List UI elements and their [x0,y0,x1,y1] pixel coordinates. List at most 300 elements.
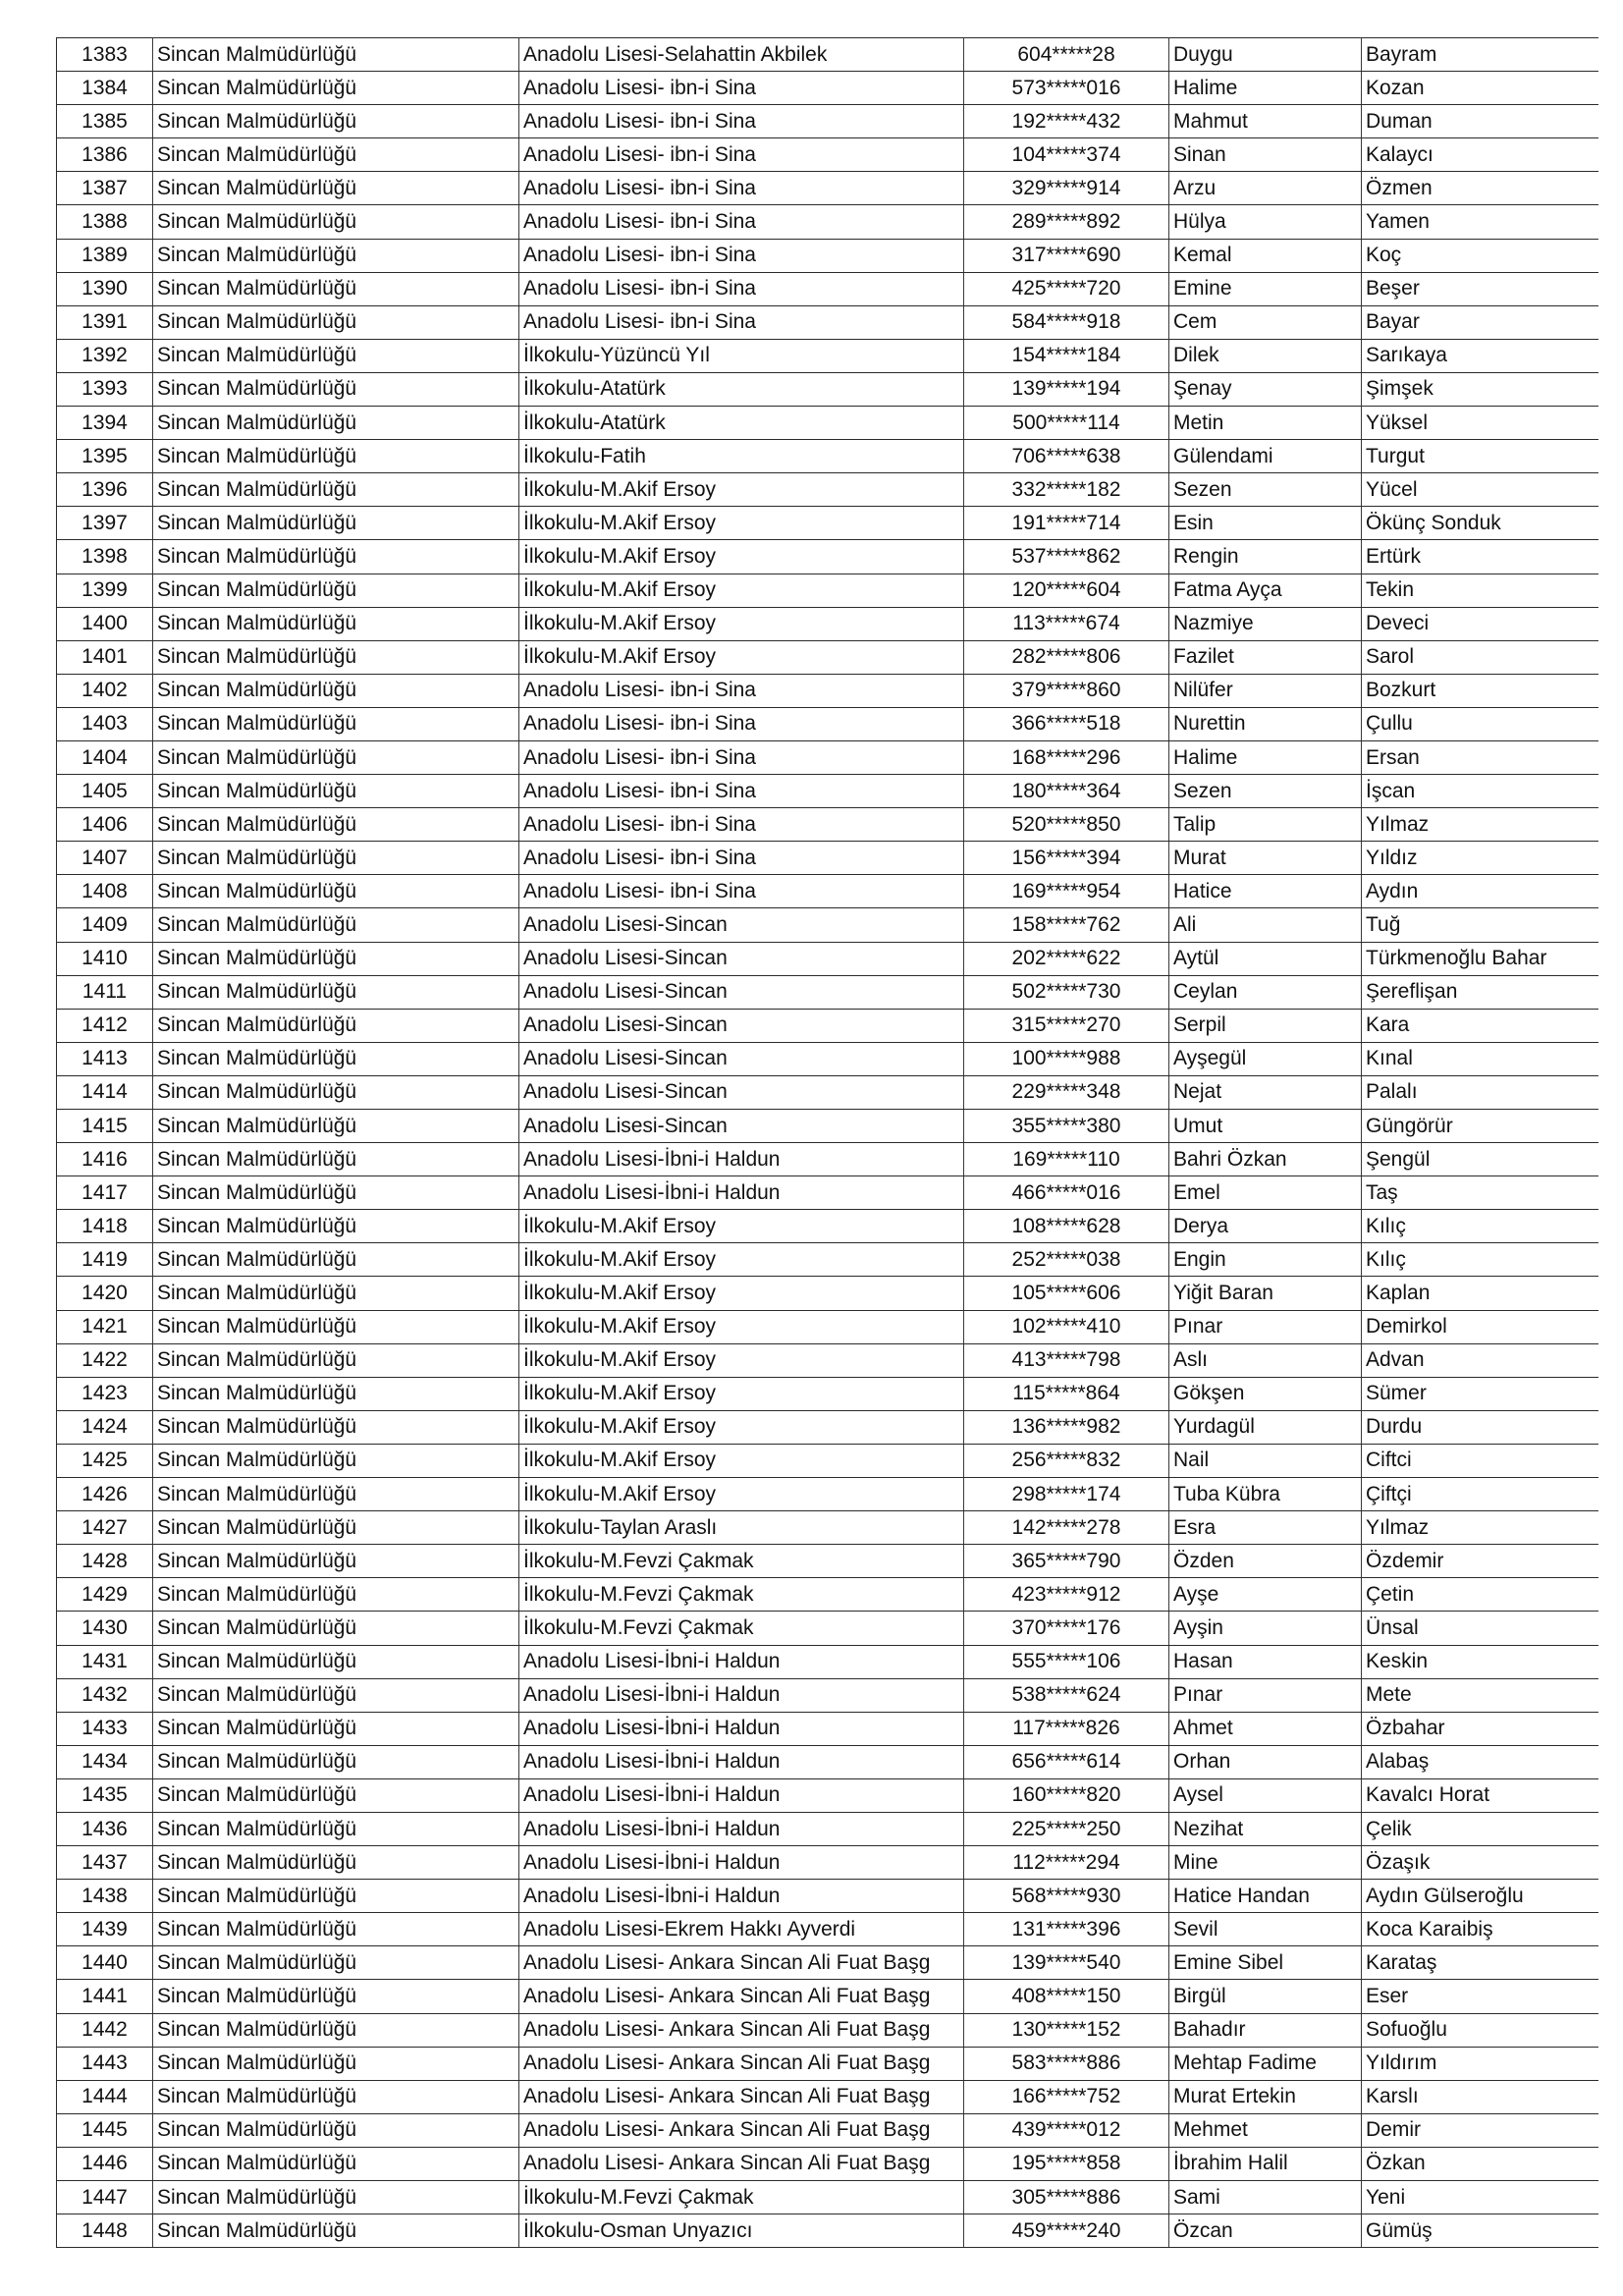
masked-id-number-cell: 538*****624 [964,1678,1169,1712]
row-number-cell: 1445 [57,2113,153,2147]
table-row [57,1511,1598,1545]
tax-office-cell: Sincan Malmüdürlüğü [153,2214,519,2248]
tax-office-cell: Sincan Malmüdürlüğü [153,775,519,808]
school-name-cell: İlkokulu-M.Akif Ersoy [519,473,964,507]
row-number-cell: 1428 [57,1545,153,1578]
row-number-cell: 1420 [57,1277,153,1310]
first-name-cell: Ali [1169,908,1362,942]
last-name-cell: Kınal [1362,1042,1598,1075]
masked-id-number-cell: 706*****638 [964,440,1169,473]
masked-id-number-cell: 166*****752 [964,2080,1169,2113]
table-row [57,372,1598,406]
table-row [57,1712,1598,1745]
row-number-cell: 1442 [57,2013,153,2047]
table-row [57,1075,1598,1109]
tax-office-cell: Sincan Malmüdürlüğü [153,72,519,105]
first-name-cell: Sezen [1169,775,1362,808]
first-name-cell: Mine [1169,1846,1362,1880]
masked-id-number-cell: 305*****886 [964,2181,1169,2214]
masked-id-number-cell: 425*****720 [964,272,1169,305]
last-name-cell: Şimşek [1362,372,1598,406]
tax-office-cell: Sincan Malmüdürlüğü [153,2113,519,2147]
tax-office-cell: Sincan Malmüdürlüğü [153,372,519,406]
last-name-cell: Kalaycı [1362,138,1598,172]
last-name-cell: Turgut [1362,440,1598,473]
table-row [57,640,1598,674]
row-number-cell: 1421 [57,1310,153,1343]
last-name-cell: Sarol [1362,640,1598,674]
tax-office-cell: Sincan Malmüdürlüğü [153,1042,519,1075]
school-name-cell: Anadolu Lisesi- ibn-i Sina [519,740,964,774]
masked-id-number-cell: 289*****892 [964,205,1169,239]
tax-office-cell: Sincan Malmüdürlüğü [153,1880,519,1913]
masked-id-number-cell: 168*****296 [964,740,1169,774]
last-name-cell: Çetin [1362,1578,1598,1612]
school-name-cell: İlkokulu-M.Akif Ersoy [519,1444,964,1477]
table-row [57,2147,1598,2180]
table-row [57,1578,1598,1612]
last-name-cell: Yılmaz [1362,1511,1598,1545]
tax-office-cell: Sincan Malmüdürlüğü [153,1143,519,1176]
school-name-cell: Anadolu Lisesi-Ekrem Hakkı Ayverdi [519,1913,964,1946]
first-name-cell: Sinan [1169,138,1362,172]
tax-office-cell: Sincan Malmüdürlüğü [153,1243,519,1277]
masked-id-number-cell: 583*****886 [964,2047,1169,2080]
school-name-cell: Anadolu Lisesi- Ankara Sincan Ali Fuat Başg [519,2047,964,2080]
masked-id-number-cell: 229*****348 [964,1075,1169,1109]
masked-id-number-cell: 160*****820 [964,1778,1169,1812]
personnel-table [56,37,1598,2248]
row-number-cell: 1429 [57,1578,153,1612]
school-name-cell: Anadolu Lisesi- ibn-i Sina [519,674,964,707]
first-name-cell: Nezihat [1169,1812,1362,1845]
school-name-cell: Anadolu Lisesi- ibn-i Sina [519,842,964,875]
row-number-cell: 1417 [57,1176,153,1210]
tax-office-cell: Sincan Malmüdürlüğü [153,1578,519,1612]
tax-office-cell: Sincan Malmüdürlüğü [153,407,519,440]
row-number-cell: 1448 [57,2214,153,2248]
first-name-cell: Ayşegül [1169,1042,1362,1075]
row-number-cell: 1422 [57,1343,153,1377]
school-name-cell: Anadolu Lisesi- ibn-i Sina [519,875,964,908]
school-name-cell: Anadolu Lisesi- ibn-i Sina [519,707,964,740]
tax-office-cell: Sincan Malmüdürlüğü [153,674,519,707]
masked-id-number-cell: 130*****152 [964,2013,1169,2047]
school-name-cell: İlkokulu-M.Akif Ersoy [519,1277,964,1310]
masked-id-number-cell: 500*****114 [964,407,1169,440]
masked-id-number-cell: 315*****270 [964,1009,1169,1042]
school-name-cell: İlkokulu-Atatürk [519,407,964,440]
first-name-cell: Emine Sibel [1169,1946,1362,1980]
last-name-cell: Beşer [1362,272,1598,305]
table-row [57,1846,1598,1880]
last-name-cell: Kılıç [1362,1243,1598,1277]
first-name-cell: Birgül [1169,1980,1362,2013]
last-name-cell: Aydın Gülseroğlu [1362,1880,1598,1913]
first-name-cell: Cem [1169,305,1362,339]
tax-office-cell: Sincan Malmüdürlüğü [153,1210,519,1243]
row-number-cell: 1384 [57,72,153,105]
table-row [57,2080,1598,2113]
last-name-cell: Özdemir [1362,1545,1598,1578]
tax-office-cell: Sincan Malmüdürlüğü [153,1678,519,1712]
table-row [57,1343,1598,1377]
first-name-cell: Engin [1169,1243,1362,1277]
masked-id-number-cell: 413*****798 [964,1343,1169,1377]
row-number-cell: 1386 [57,138,153,172]
tax-office-cell: Sincan Malmüdürlüğü [153,842,519,875]
row-number-cell: 1407 [57,842,153,875]
masked-id-number-cell: 105*****606 [964,1277,1169,1310]
first-name-cell: Gülendami [1169,440,1362,473]
masked-id-number-cell: 120*****604 [964,574,1169,607]
first-name-cell: Murat Ertekin [1169,2080,1362,2113]
last-name-cell: Kara [1362,1009,1598,1042]
table-row [57,1042,1598,1075]
tax-office-cell: Sincan Malmüdürlüğü [153,540,519,574]
school-name-cell: Anadolu Lisesi- ibn-i Sina [519,172,964,205]
first-name-cell: Halime [1169,72,1362,105]
row-number-cell: 1414 [57,1075,153,1109]
table-row [57,842,1598,875]
tax-office-cell: Sincan Malmüdürlüğü [153,205,519,239]
tax-office-cell: Sincan Malmüdürlüğü [153,1812,519,1845]
table-row [57,407,1598,440]
tax-office-cell: Sincan Malmüdürlüğü [153,2181,519,2214]
tax-office-cell: Sincan Malmüdürlüğü [153,1946,519,1980]
first-name-cell: Nurettin [1169,707,1362,740]
row-number-cell: 1446 [57,2147,153,2180]
first-name-cell: Sezen [1169,473,1362,507]
table-row [57,707,1598,740]
last-name-cell: Demirkol [1362,1310,1598,1343]
last-name-cell: Keskin [1362,1645,1598,1678]
school-name-cell: İlkokulu-M.Fevzi Çakmak [519,2181,964,2214]
school-name-cell: İlkokulu-M.Akif Ersoy [519,574,964,607]
row-number-cell: 1406 [57,808,153,842]
row-number-cell: 1436 [57,1812,153,1845]
school-name-cell: İlkokulu-M.Fevzi Çakmak [519,1545,964,1578]
last-name-cell: Bayar [1362,305,1598,339]
tax-office-cell: Sincan Malmüdürlüğü [153,339,519,372]
first-name-cell: Özcan [1169,2214,1362,2248]
row-number-cell: 1411 [57,975,153,1009]
masked-id-number-cell: 502*****730 [964,975,1169,1009]
first-name-cell: Hülya [1169,205,1362,239]
school-name-cell: İlkokulu-Taylan Araslı [519,1511,964,1545]
row-number-cell: 1397 [57,507,153,540]
last-name-cell: Sarıkaya [1362,339,1598,372]
first-name-cell: Dilek [1169,339,1362,372]
masked-id-number-cell: 100*****988 [964,1042,1169,1075]
row-number-cell: 1403 [57,707,153,740]
row-number-cell: 1432 [57,1678,153,1712]
row-number-cell: 1393 [57,372,153,406]
last-name-cell: Bozkurt [1362,674,1598,707]
last-name-cell: Sofuoğlu [1362,2013,1598,2047]
last-name-cell: Mete [1362,1678,1598,1712]
row-number-cell: 1401 [57,640,153,674]
row-number-cell: 1427 [57,1511,153,1545]
masked-id-number-cell: 355*****380 [964,1110,1169,1143]
last-name-cell: Yüksel [1362,407,1598,440]
masked-id-number-cell: 379*****860 [964,674,1169,707]
last-name-cell: Yıldırım [1362,2047,1598,2080]
first-name-cell: Pınar [1169,1678,1362,1712]
last-name-cell: Özkan [1362,2147,1598,2180]
last-name-cell: Ünsal [1362,1612,1598,1645]
tax-office-cell: Sincan Malmüdürlüğü [153,1478,519,1511]
tax-office-cell: Sincan Malmüdürlüğü [153,808,519,842]
row-number-cell: 1389 [57,239,153,272]
tax-office-cell: Sincan Malmüdürlüğü [153,1913,519,1946]
table-row [57,1310,1598,1343]
row-number-cell: 1404 [57,740,153,774]
row-number-cell: 1441 [57,1980,153,2013]
masked-id-number-cell: 115*****864 [964,1377,1169,1410]
masked-id-number-cell: 656*****614 [964,1745,1169,1778]
row-number-cell: 1402 [57,674,153,707]
masked-id-number-cell: 108*****628 [964,1210,1169,1243]
first-name-cell: Tuba Kübra [1169,1478,1362,1511]
table-row [57,138,1598,172]
last-name-cell: Çullu [1362,707,1598,740]
last-name-cell: Ciftci [1362,1444,1598,1477]
masked-id-number-cell: 408*****150 [964,1980,1169,2013]
masked-id-number-cell: 180*****364 [964,775,1169,808]
last-name-cell: Duman [1362,105,1598,138]
school-name-cell: Anadolu Lisesi-Selahattin Akbilek [519,38,964,72]
first-name-cell: Yurdagül [1169,1410,1362,1444]
school-name-cell: Anadolu Lisesi- ibn-i Sina [519,239,964,272]
first-name-cell: Hatice [1169,875,1362,908]
tax-office-cell: Sincan Malmüdürlüğü [153,1612,519,1645]
school-name-cell: Anadolu Lisesi-Sincan [519,1110,964,1143]
table-row [57,1778,1598,1812]
row-number-cell: 1400 [57,607,153,640]
school-name-cell: İlkokulu-Yüzüncü Yıl [519,339,964,372]
table-row [57,1444,1598,1477]
masked-id-number-cell: 298*****174 [964,1478,1169,1511]
tax-office-cell: Sincan Malmüdürlüğü [153,640,519,674]
tax-office-cell: Sincan Malmüdürlüğü [153,975,519,1009]
tax-office-cell: Sincan Malmüdürlüğü [153,1745,519,1778]
tax-office-cell: Sincan Malmüdürlüğü [153,2147,519,2180]
tax-office-cell: Sincan Malmüdürlüğü [153,1511,519,1545]
last-name-cell: Advan [1362,1343,1598,1377]
last-name-cell: Şereflişan [1362,975,1598,1009]
first-name-cell: Pınar [1169,1310,1362,1343]
school-name-cell: İlkokulu-M.Akif Ersoy [519,1343,964,1377]
tax-office-cell: Sincan Malmüdürlüğü [153,1176,519,1210]
first-name-cell: Arzu [1169,172,1362,205]
school-name-cell: Anadolu Lisesi- Ankara Sincan Ali Fuat Başg [519,2147,964,2180]
first-name-cell: Mahmut [1169,105,1362,138]
first-name-cell: Sevil [1169,1913,1362,1946]
first-name-cell: Bahri Özkan [1169,1143,1362,1176]
last-name-cell: Kavalcı Horat [1362,1778,1598,1812]
table-row [57,740,1598,774]
school-name-cell: Anadolu Lisesi-Sincan [519,1075,964,1109]
first-name-cell: Hasan [1169,1645,1362,1678]
table-row [57,2013,1598,2047]
last-name-cell: Aydın [1362,875,1598,908]
table-row [57,875,1598,908]
row-number-cell: 1394 [57,407,153,440]
tax-office-cell: Sincan Malmüdürlüğü [153,1343,519,1377]
masked-id-number-cell: 192*****432 [964,105,1169,138]
row-number-cell: 1396 [57,473,153,507]
school-name-cell: İlkokulu-M.Akif Ersoy [519,1410,964,1444]
last-name-cell: Tekin [1362,574,1598,607]
masked-id-number-cell: 158*****762 [964,908,1169,942]
table-row [57,607,1598,640]
tax-office-cell: Sincan Malmüdürlüğü [153,1712,519,1745]
row-number-cell: 1412 [57,1009,153,1042]
tax-office-cell: Sincan Malmüdürlüğü [153,607,519,640]
masked-id-number-cell: 225*****250 [964,1812,1169,1845]
row-number-cell: 1395 [57,440,153,473]
first-name-cell: Nazmiye [1169,607,1362,640]
masked-id-number-cell: 169*****954 [964,875,1169,908]
first-name-cell: Metin [1169,407,1362,440]
last-name-cell: Yücel [1362,473,1598,507]
row-number-cell: 1385 [57,105,153,138]
row-number-cell: 1408 [57,875,153,908]
tax-office-cell: Sincan Malmüdürlüğü [153,38,519,72]
first-name-cell: Özden [1169,1545,1362,1578]
school-name-cell: Anadolu Lisesi- Ankara Sincan Ali Fuat Başg [519,2080,964,2113]
table-row [57,808,1598,842]
first-name-cell: Duygu [1169,38,1362,72]
row-number-cell: 1435 [57,1778,153,1812]
tax-office-cell: Sincan Malmüdürlüğü [153,1645,519,1678]
first-name-cell: Nejat [1169,1075,1362,1109]
first-name-cell: Kemal [1169,239,1362,272]
last-name-cell: Palalı [1362,1075,1598,1109]
table-row [57,1645,1598,1678]
table-row [57,1545,1598,1578]
tax-office-cell: Sincan Malmüdürlüğü [153,740,519,774]
first-name-cell: Ayşin [1169,1612,1362,1645]
last-name-cell: Durdu [1362,1410,1598,1444]
masked-id-number-cell: 459*****240 [964,2214,1169,2248]
masked-id-number-cell: 112*****294 [964,1846,1169,1880]
masked-id-number-cell: 191*****714 [964,507,1169,540]
school-name-cell: Anadolu Lisesi- ibn-i Sina [519,775,964,808]
row-number-cell: 1398 [57,540,153,574]
row-number-cell: 1425 [57,1444,153,1477]
first-name-cell: İbrahim Halil [1169,2147,1362,2180]
table-row [57,1478,1598,1511]
school-name-cell: İlkokulu-M.Akif Ersoy [519,640,964,674]
last-name-cell: Yeni [1362,2181,1598,2214]
tax-office-cell: Sincan Malmüdürlüğü [153,305,519,339]
masked-id-number-cell: 282*****806 [964,640,1169,674]
masked-id-number-cell: 332*****182 [964,473,1169,507]
table-row [57,674,1598,707]
masked-id-number-cell: 329*****914 [964,172,1169,205]
last-name-cell: Kaplan [1362,1277,1598,1310]
masked-id-number-cell: 423*****912 [964,1578,1169,1612]
last-name-cell: Yılmaz [1362,808,1598,842]
tax-office-cell: Sincan Malmüdürlüğü [153,1009,519,1042]
last-name-cell: Ökünç Sonduk [1362,507,1598,540]
last-name-cell: Alabaş [1362,1745,1598,1778]
tax-office-cell: Sincan Malmüdürlüğü [153,172,519,205]
row-number-cell: 1383 [57,38,153,72]
first-name-cell: Umut [1169,1110,1362,1143]
last-name-cell: Koca Karaibiş [1362,1913,1598,1946]
last-name-cell: Deveci [1362,607,1598,640]
first-name-cell: Emine [1169,272,1362,305]
first-name-cell: Nilüfer [1169,674,1362,707]
tax-office-cell: Sincan Malmüdürlüğü [153,1980,519,2013]
row-number-cell: 1438 [57,1880,153,1913]
school-name-cell: Anadolu Lisesi- ibn-i Sina [519,808,964,842]
school-name-cell: Anadolu Lisesi- ibn-i Sina [519,72,964,105]
first-name-cell: Talip [1169,808,1362,842]
table-row [57,1980,1598,2013]
table-row [57,942,1598,975]
tax-office-cell: Sincan Malmüdürlüğü [153,1444,519,1477]
tax-office-cell: Sincan Malmüdürlüğü [153,875,519,908]
first-name-cell: Esra [1169,1511,1362,1545]
first-name-cell: Murat [1169,842,1362,875]
masked-id-number-cell: 104*****374 [964,138,1169,172]
last-name-cell: Ersan [1362,740,1598,774]
school-name-cell: Anadolu Lisesi- ibn-i Sina [519,138,964,172]
tax-office-cell: Sincan Malmüdürlüğü [153,1377,519,1410]
last-name-cell: Karataş [1362,1946,1598,1980]
row-number-cell: 1413 [57,1042,153,1075]
table-row [57,975,1598,1009]
row-number-cell: 1387 [57,172,153,205]
row-number-cell: 1399 [57,574,153,607]
tax-office-cell: Sincan Malmüdürlüğü [153,1277,519,1310]
school-name-cell: Anadolu Lisesi-İbni-i Haldun [519,1812,964,1845]
school-name-cell: İlkokulu-Osman Unyazıcı [519,2214,964,2248]
last-name-cell: Özbahar [1362,1712,1598,1745]
table-row [57,1410,1598,1444]
table-row [57,540,1598,574]
personnel-table-body [57,38,1598,2248]
school-name-cell: Anadolu Lisesi-İbni-i Haldun [519,1143,964,1176]
masked-id-number-cell: 117*****826 [964,1712,1169,1745]
school-name-cell: Anadolu Lisesi-Sincan [519,1042,964,1075]
row-number-cell: 1416 [57,1143,153,1176]
first-name-cell: Ayşe [1169,1578,1362,1612]
table-row [57,172,1598,205]
school-name-cell: Anadolu Lisesi-Sincan [519,1009,964,1042]
row-number-cell: 1419 [57,1243,153,1277]
school-name-cell: İlkokulu-M.Akif Ersoy [519,507,964,540]
school-name-cell: İlkokulu-M.Akif Ersoy [519,1210,964,1243]
school-name-cell: Anadolu Lisesi- Ankara Sincan Ali Fuat Başg [519,2113,964,2147]
masked-id-number-cell: 317*****690 [964,239,1169,272]
last-name-cell: Tuğ [1362,908,1598,942]
first-name-cell: Hatice Handan [1169,1880,1362,1913]
masked-id-number-cell: 365*****790 [964,1545,1169,1578]
first-name-cell: Yiğit Baran [1169,1277,1362,1310]
first-name-cell: Aysel [1169,1778,1362,1812]
row-number-cell: 1390 [57,272,153,305]
masked-id-number-cell: 537*****862 [964,540,1169,574]
tax-office-cell: Sincan Malmüdürlüğü [153,138,519,172]
tax-office-cell: Sincan Malmüdürlüğü [153,1310,519,1343]
last-name-cell: Yamen [1362,205,1598,239]
table-row [57,1913,1598,1946]
